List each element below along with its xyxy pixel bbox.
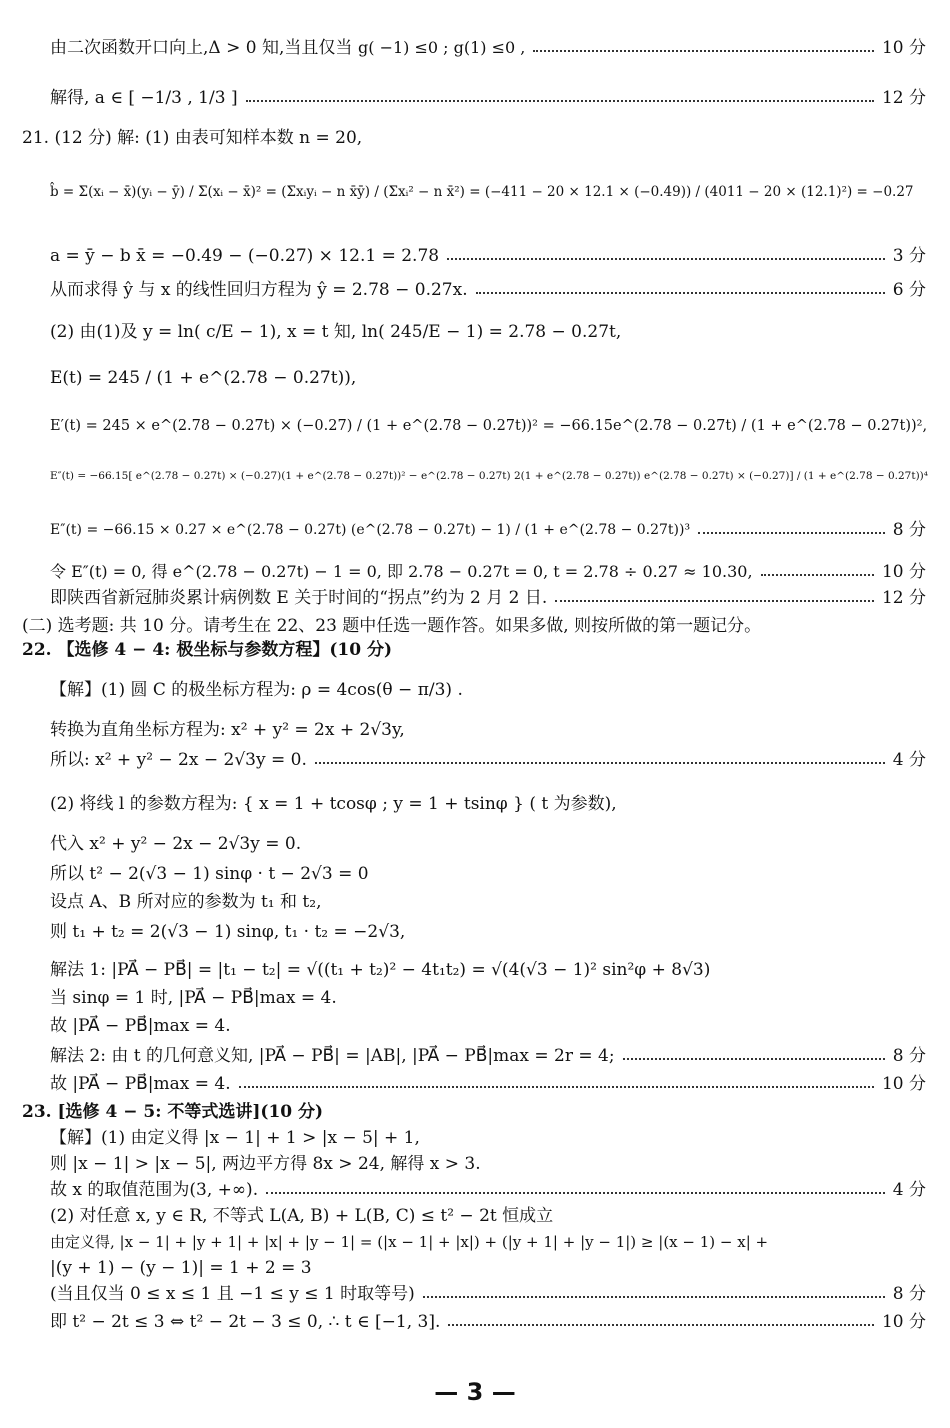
answer-line	[0, 888, 950, 916]
dot-leader	[761, 574, 874, 576]
line-text: E″(t) = −66.15[ e^(2.78 − 0.27t) × (−0.27)(1 + e^(2.78 − 0.27t))² − e^(2.78 − 0.27t) 2(1 + e^(2.78 − 0.27t)) e^(2.78 − 0.27t) × (−0.27)] / (1 + e^(2.78 − 0.27t))⁴	[50, 470, 928, 482]
answer-line	[0, 1254, 950, 1282]
line-text: 故 x 的取值范围为(3, +∞).	[50, 1180, 259, 1200]
line-text: E″(t) = −66.15 × 0.27 × e^(2.78 − 0.27t) (e^(2.78 − 0.27t) − 1) / (1 + e^(2.78 − 0.27t))³	[50, 522, 691, 538]
page-number: — 3 —	[434, 1378, 516, 1406]
line-text: a = ȳ − b x̄ = −0.49 − (−0.27) × 12.1 = 2.78	[50, 246, 440, 266]
score-label: 10 分	[881, 38, 926, 58]
condition-system: g( −1) ≤0 ; g(1) ≤0 ,	[358, 38, 526, 57]
score-label: 10 分	[881, 1312, 926, 1332]
regression-formula: b̂ = Σ(xᵢ − x̄)(yᵢ − ȳ) / Σ(xᵢ − x̄)² = (Σxᵢyᵢ − n x̄ȳ) / (Σxᵢ² − n x̄²) = (−411 − 20 × 12.1 × (−0.49)) / (4011 − 20 × (12.1)²) = −0.27	[50, 184, 914, 200]
answer-line	[0, 1042, 950, 1070]
answer-line	[0, 318, 950, 346]
dot-leader	[315, 762, 885, 764]
line-text: (当且仅当 0 ≤ x ≤ 1 且 −1 ≤ y ≤ 1 时取等号)	[50, 1284, 415, 1304]
score-label: 6 分	[892, 280, 926, 300]
answer-line	[0, 746, 950, 774]
answer-line	[0, 34, 950, 62]
line-text: 23. [选修 4 − 5: 不等式选讲](10 分)	[22, 1102, 324, 1122]
answer-line	[0, 860, 950, 888]
answer-line	[0, 1150, 950, 1178]
answer-line	[0, 830, 950, 858]
answer-line	[0, 1228, 950, 1256]
dot-leader	[533, 50, 874, 52]
line-text: (2) 由(1)及 y = ln( c/E − 1), x = t 知, ln( 245/E − 1) = 2.78 − 0.27t,	[50, 322, 622, 342]
score-label: 10 分	[881, 1074, 926, 1094]
question-heading	[0, 636, 950, 664]
dot-leader	[555, 600, 874, 602]
answer-line	[0, 84, 950, 112]
answer-line	[0, 1202, 950, 1230]
line-text: 即陕西省新冠肺炎累计病例数 E 关于时间的“拐点”约为 2 月 2 日.	[50, 588, 548, 608]
dot-leader	[266, 1192, 885, 1194]
line-text: |(y + 1) − (y − 1)| = 1 + 2 = 3	[50, 1258, 312, 1278]
line-text: 转换为直角坐标方程为: x² + y² = 2x + 2√3y,	[50, 720, 405, 740]
line-text: 21. (12 分) 解: (1) 由表可知样本数 n = 20,	[22, 128, 363, 148]
score-label: 4 分	[892, 750, 926, 770]
answer-line	[0, 716, 950, 744]
line-text: 解得, a ∈ [ −1/3 , 1/3 ]	[50, 88, 238, 108]
question-heading	[0, 124, 950, 152]
score-label: 12 分	[881, 588, 926, 608]
question-heading	[0, 1098, 950, 1126]
answer-line	[0, 1308, 950, 1336]
line-text: 所以: x² + y² − 2x − 2√3y = 0.	[50, 750, 307, 770]
dot-leader	[447, 258, 885, 260]
line-text: 由定义得, |x − 1| + |y + 1| + |x| + |y − 1| = (|x − 1| + |x|) + (|y + 1| + |y − 1|) ≥ |(x − 1) − x| +	[50, 1233, 769, 1251]
line-text: (2) 对任意 x, y ∈ R, 不等式 L(A, B) + L(B, C) ≤ t² − 2t 恒成立	[50, 1206, 554, 1226]
line-text: (二) 选考题: 共 10 分。请考生在 22、23 题中任选一题作答。如果多做, 则按所做的第一题记分。	[22, 616, 762, 636]
line-text: (2) 将线 l 的参数方程为: { x = 1 + tcosφ ; y = 1 + tsinφ } ( t 为参数),	[50, 794, 617, 814]
answer-line	[0, 516, 950, 544]
line-text: 所以 t² − 2(√3 − 1) sinφ · t − 2√3 = 0	[50, 864, 369, 884]
line-text: 设点 A、B 所对应的参数为 t₁ 和 t₂,	[50, 892, 322, 912]
line-text: 则 |x − 1| > |x − 5|, 两边平方得 8x > 24, 解得 x > 3.	[50, 1154, 481, 1174]
line-text: 当 sinφ = 1 时, |PA⃗ − PB⃗|max = 4.	[50, 988, 337, 1008]
formula-line	[0, 412, 950, 440]
line-text: 即 t² − 2t ≤ 3 ⇔ t² − 2t − 3 ≤ 0, ∴ t ∈ [−1, 3].	[50, 1312, 441, 1332]
line-text: 从而求得 ŷ 与 x 的线性回归方程为 ŷ = 2.78 − 0.27x.	[50, 280, 468, 300]
answer-line	[0, 790, 950, 818]
dot-leader	[623, 1058, 885, 1060]
answer-line	[0, 984, 950, 1012]
dot-leader	[698, 532, 885, 534]
score-label: 8 分	[892, 1284, 926, 1304]
answer-line	[0, 584, 950, 612]
line-text: 则 t₁ + t₂ = 2(√3 − 1) sinφ, t₁ · t₂ = −2√3,	[50, 922, 406, 942]
answer-line	[0, 918, 950, 946]
line-text: E(t) = 245 / (1 + e^(2.78 − 0.27t)),	[50, 368, 357, 388]
answer-line	[0, 276, 950, 304]
formula-line	[0, 462, 950, 502]
score-label: 8 分	[892, 520, 926, 540]
answer-line	[0, 676, 950, 704]
line-text: 解法 2: 由 t 的几何意义知, |PA⃗ − PB⃗| = |AB|, |PA⃗ − PB⃗|max = 2r = 4;	[50, 1046, 615, 1066]
answer-line	[0, 1012, 950, 1040]
formula-line	[0, 176, 950, 220]
line-text: 由二次函数开口向上,Δ > 0 知,当且仅当	[50, 38, 353, 58]
dot-leader	[246, 100, 874, 102]
answer-line	[0, 1070, 950, 1098]
answer-line	[0, 1176, 950, 1204]
answer-line	[0, 1280, 950, 1308]
answer-line	[0, 956, 950, 984]
score-label: 3 分	[892, 246, 926, 266]
score-label: 12 分	[881, 88, 926, 108]
score-label: 10 分	[881, 562, 926, 582]
dot-leader	[448, 1324, 874, 1326]
line-text: 故 |PA⃗ − PB⃗|max = 4.	[50, 1016, 231, 1036]
dot-leader	[239, 1086, 874, 1088]
score-label: 4 分	[892, 1180, 926, 1200]
answer-line	[0, 1124, 950, 1152]
answer-line	[0, 558, 950, 586]
formula-line	[0, 364, 950, 392]
line-text: 代入 x² + y² − 2x − 2√3y = 0.	[50, 834, 302, 854]
answer-line	[0, 242, 950, 270]
line-text: 令 E″(t) = 0, 得 e^(2.78 − 0.27t) − 1 = 0, 即 2.78 − 0.27t = 0, t = 2.78 ÷ 0.27 ≈ 10.30,	[50, 562, 753, 581]
line-text: 22. 【选修 4 − 4: 极坐标与参数方程】(10 分)	[22, 640, 393, 660]
line-text: 【解】(1) 由定义得 |x − 1| + 1 > |x − 5| + 1,	[50, 1128, 420, 1148]
line-text: E′(t) = 245 × e^(2.78 − 0.27t) × (−0.27) / (1 + e^(2.78 − 0.27t))² = −66.15e^(2.78 − 0.27t) / (1 + e^(2.78 − 0.27t))²,	[50, 418, 928, 434]
line-text: 【解】(1) 圆 C 的极坐标方程为: ρ = 4cos(θ − π/3) .	[50, 680, 463, 700]
score-label: 8 分	[892, 1046, 926, 1066]
line-text: 解法 1: |PA⃗ − PB⃗| = |t₁ − t₂| = √((t₁ + t₂)² − 4t₁t₂) = √(4(√3 − 1)² sin²φ + 8√3)	[50, 960, 711, 980]
line-text: 故 |PA⃗ − PB⃗|max = 4.	[50, 1074, 231, 1094]
dot-leader	[476, 292, 885, 294]
dot-leader	[423, 1296, 885, 1298]
